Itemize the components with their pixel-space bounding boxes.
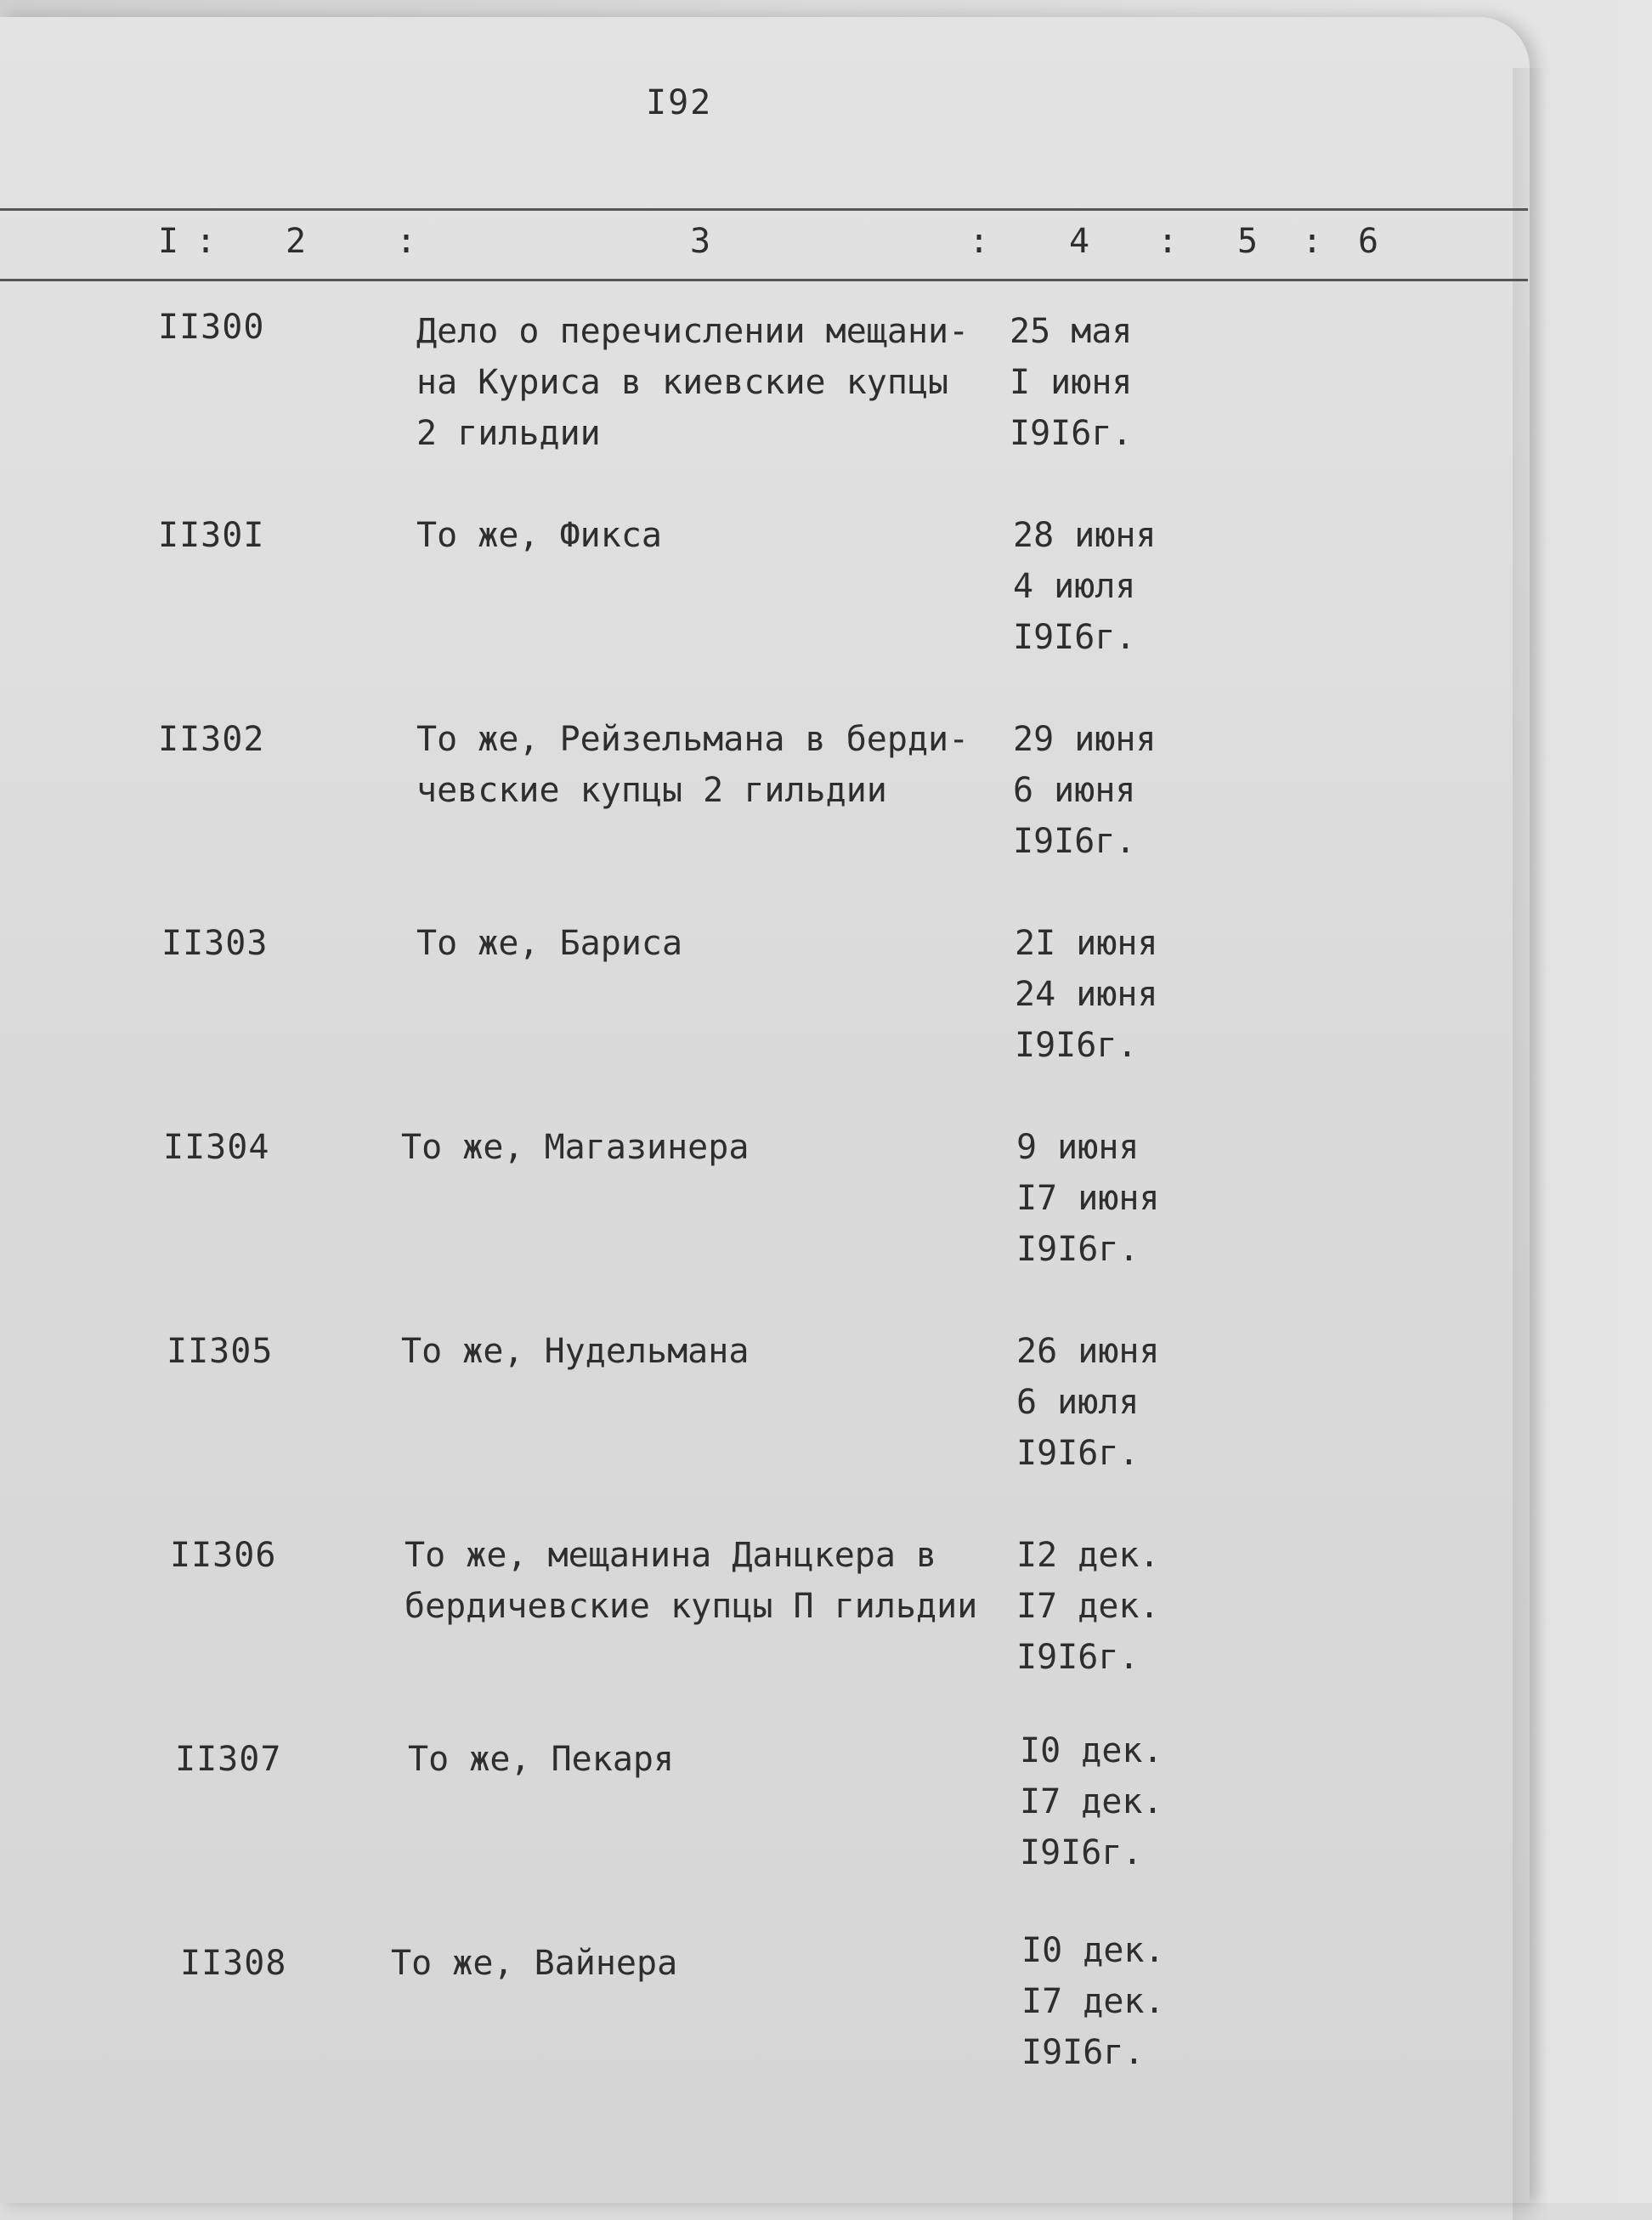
record-date-end: 6 июля (1016, 1383, 1140, 1422)
record-description-line: То же, Бариса (416, 924, 683, 963)
record-description-line: бердичевские купцы П гильдии (405, 1587, 978, 1626)
record-year: I9I6г. (1016, 1638, 1140, 1677)
record-description-line: То же, Рейзельмана в берди- (416, 720, 970, 759)
column-separator: : (1302, 222, 1323, 261)
record-date-start: I0 дек. (1020, 1731, 1163, 1770)
record-year: I9I6г. (1020, 1833, 1143, 1872)
page-number: I92 (646, 83, 713, 122)
column-separator: : (969, 222, 990, 261)
record-description-line: То же, Фикса (416, 516, 662, 555)
column-header-5: 5 (1237, 222, 1259, 261)
record-description-line: То же, Магазинера (401, 1128, 750, 1167)
record-date-end: I7 июня (1016, 1179, 1160, 1218)
record-date-start: 28 июня (1013, 516, 1157, 555)
record-date-start: 26 июня (1016, 1332, 1160, 1371)
column-separator: : (195, 222, 217, 261)
column-header-6: 6 (1358, 222, 1379, 261)
record-date-start: 2I июня (1015, 924, 1158, 963)
column-header-1: I (158, 222, 179, 261)
record-date-end: I7 дек. (1020, 1782, 1163, 1821)
record-number: II304 (163, 1128, 270, 1167)
record-year: I9I6г. (1016, 1434, 1140, 1473)
record-date-end: 24 июня (1015, 975, 1158, 1014)
record-number: II305 (167, 1332, 274, 1371)
record-date-start: 29 июня (1013, 720, 1157, 759)
page-edge-shadow (1513, 68, 1547, 2220)
record-year: I9I6г. (1021, 2033, 1145, 2072)
record-year: I9I6г. (1010, 414, 1133, 453)
record-description-line: на Куриса в киевские купцы (416, 363, 949, 402)
record-number: II303 (161, 924, 269, 963)
column-separator: : (396, 222, 417, 261)
record-number: II306 (170, 1536, 277, 1575)
record-number: II307 (175, 1740, 282, 1779)
record-date-end: I июня (1010, 363, 1133, 402)
record-description-line: 2 гильдии (416, 414, 601, 453)
column-separator: : (1157, 222, 1179, 261)
record-year: I9I6г. (1013, 618, 1136, 657)
record-date-end: 4 июля (1013, 567, 1136, 606)
record-date-end: I7 дек. (1021, 1982, 1165, 2021)
record-number: II300 (158, 308, 265, 347)
record-description-line: То же, мещанина Данцкера в (405, 1536, 937, 1575)
record-year: I9I6г. (1016, 1230, 1140, 1269)
record-date-start: 25 мая (1010, 312, 1133, 351)
record-date-end: I7 дек. (1016, 1587, 1160, 1626)
record-number: II302 (158, 720, 265, 759)
column-header-4: 4 (1069, 222, 1090, 261)
record-date-start: 9 июня (1016, 1128, 1140, 1167)
record-description-line: То же, Пекаря (408, 1740, 675, 1779)
column-header-2: 2 (286, 222, 307, 261)
record-number: II308 (180, 1944, 287, 1983)
column-header-3: 3 (690, 222, 711, 261)
record-description-line: То же, Вайнера (391, 1944, 678, 1983)
record-date-start: I2 дек. (1016, 1536, 1160, 1575)
header-top-rule (0, 208, 1528, 211)
record-number: II30I (158, 516, 265, 555)
record-year: I9I6г. (1013, 822, 1136, 861)
document-page (0, 17, 1530, 2203)
record-description-line: чевские купцы 2 гильдии (416, 771, 887, 810)
header-bottom-rule (0, 279, 1528, 281)
record-description-line: То же, Нудельмана (401, 1332, 750, 1371)
record-description-line: Дело о перечислении мещани- (416, 312, 970, 351)
record-date-end: 6 июня (1013, 771, 1136, 810)
record-date-start: I0 дек. (1021, 1931, 1165, 1970)
record-year: I9I6г. (1015, 1026, 1138, 1065)
